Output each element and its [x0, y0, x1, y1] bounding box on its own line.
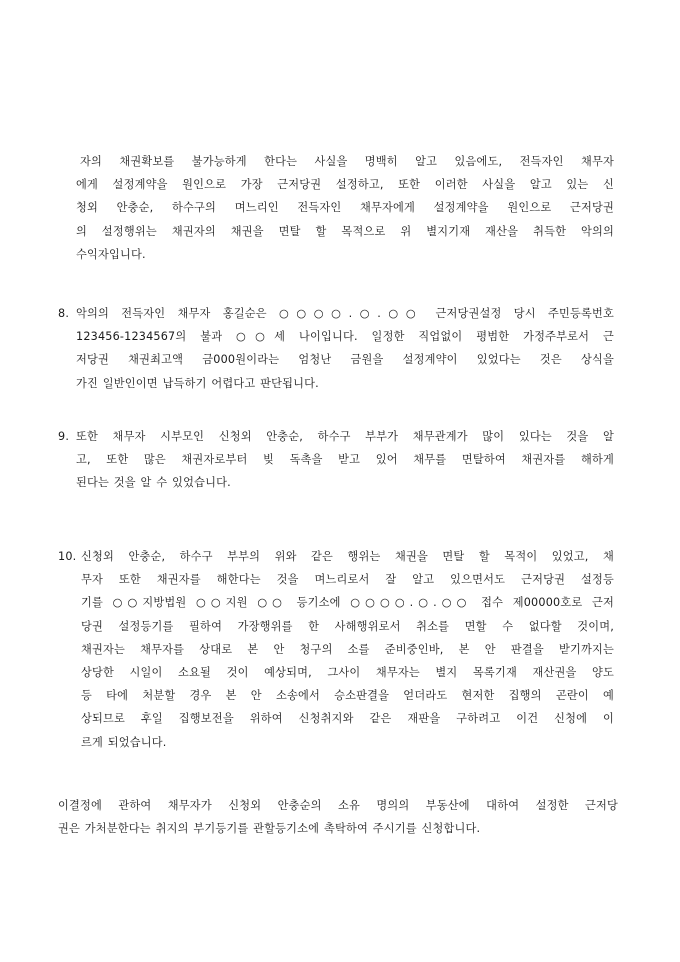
text-line: 상되므로 후일 집행보전을 위하여 신청취지와 같은 재판을 구하려고 이건 신청에 이	[81, 712, 614, 726]
paragraph-10	[58, 545, 614, 754]
text-line: 르게 되었습니다.	[81, 735, 167, 749]
paragraph-number: 8.	[58, 307, 70, 320]
text-line: 기를 ○○지방법원 ○○지원 ○○ 등기소에 ○○○○.○.○○ 접수 제00000호로 근저	[81, 596, 614, 610]
text-line: 등 타에 처분할 경우 본 안 소송에서 승소판결을 얻더라도 현저한 집행의 곤란이 예	[81, 689, 614, 703]
text-line: 신청외 안충순, 하수구 부부의 위와 같은 행위는 채권을 면탈 할 목적이 있었고, 채	[81, 550, 614, 563]
text-line: 권은 가처분한다는 취지의 부기등기를 관할등기소에 촉탁하여 주시기를 신청합니다.	[58, 822, 481, 836]
paragraph-continuation	[76, 150, 614, 266]
paragraph-number: 10.	[58, 550, 77, 563]
text-line: 의 설정행위는 채권자의 채권을 면탈 할 목적으로 위 별지기재 재산을 취득한 악의의	[76, 224, 614, 238]
paragraph-number: 9.	[58, 430, 70, 443]
text-line: 자의 채권확보를 불가능하게 한다는 사실을 명백히 알고 있음에도, 전득자인 채무자	[80, 155, 614, 168]
text-line: 된다는 것을 알 수 있었습니다.	[76, 476, 231, 490]
text-line: 저당권 채권최고액 금000원이라는 엄청난 금원을 설정계약이 있었다는 것은 상식을	[76, 353, 614, 367]
text-line: 수익자입니다.	[76, 247, 146, 261]
text-line: 악의의 전득자인 채무자 홍길순은 ○○○○.○.○○ 근저당권설정 당시 주민등록번호	[76, 307, 614, 320]
text-line: 123456-1234567의 불과 ○○세 나이입니다. 일정한 직업없이 평범한 가정주부로서 근	[76, 330, 614, 344]
paragraph-8	[58, 302, 614, 395]
text-line: 고, 또한 많은 채권자로부터 빚 독촉을 받고 있어 채무를 면탈하여 채권자를 해하게	[76, 453, 614, 467]
text-line: 당권 설정등기를 필하여 가장행위를 한 사해행위로서 취소를 면할 수 없다할 것이며,	[81, 619, 614, 633]
text-line: 무자 또한 채권자를 해한다는 것을 며느리로서 잘 알고 있으면서도 근저당권 설정등	[81, 573, 614, 587]
text-line: 가진 일반인이면 납득하기 어렵다고 판단됩니다.	[76, 376, 319, 390]
text-line: 또한 채무자 시부모인 신청외 안충순, 하수구 부부가 채무관계가 많이 있다는 것을 알	[76, 430, 614, 443]
text-line: 에게 설정계약을 원인으로 가장 근저당권 설정하고, 또한 이러한 사실을 알고 있는 신	[76, 178, 614, 192]
paragraph-conclusion	[58, 794, 618, 840]
text-line: 이결정에 관하여 채무자가 신청외 안충순의 소유 명의의 부동산에 대하여 설정한 근저당	[58, 799, 618, 812]
text-line: 상당한 시일이 소요될 것이 예상되며, 그사이 채무자는 별지 목록기재 재산권을 양도	[81, 666, 614, 680]
paragraph-9	[58, 425, 614, 495]
text-line: 채권자는 채무자를 상대로 본 안 청구의 소를 준비중인바, 본 안 판결을 받기까지는	[81, 642, 614, 656]
text-line: 청외 안충순, 하수구의 며느리인 전득자인 채무자에게 설정계약을 원인으로 근저당권	[76, 201, 614, 215]
